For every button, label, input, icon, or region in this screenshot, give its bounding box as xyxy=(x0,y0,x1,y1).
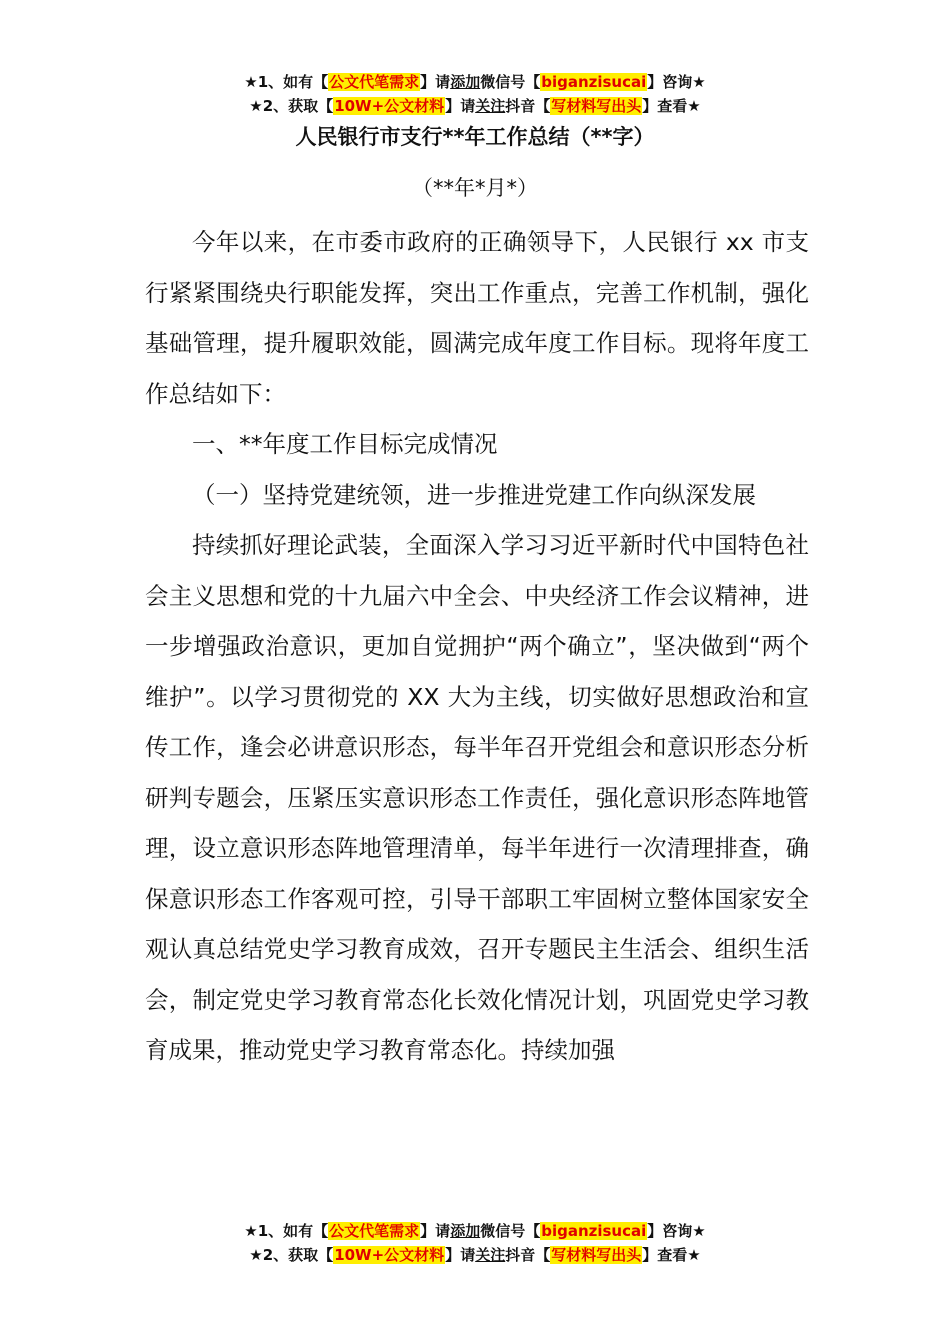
banner-text: 抖音【 xyxy=(505,1246,551,1264)
underlined-text: 关注 xyxy=(475,97,506,115)
banner-text: ★2、获取【 xyxy=(249,97,334,115)
banner-text: 】请 xyxy=(445,1246,476,1264)
highlight-douyin-account: 写材料写出头 xyxy=(551,97,642,115)
highlight-douyin-account: 写材料写出头 xyxy=(551,1246,642,1264)
body-paragraph: 持续抓好理论武装，全面深入学习习近平新时代中国特色社会主义思想和党的十九届六中全会、中央经济工作会议精神，进一步增强政治意识，更加自觉拥护“两个确立”，坚决做到“两个维护”。以学习贯彻党的 XX 大为主线，切实做好思想政治和宣传工作，逢会必讲意识形态，每半年召开党组会和意识形态分析研判专题会，压紧压实意识形态工作责任，强化意识形态阵地管理，设立意识形态阵地管理清单，每半年进行一次清理排查，确保意识形态工作客观可控，引导干部职工牢固树立整体国家安全观认真总结党史学习教育成效，召开专题民主生活会、组织生活会，制定党史学习教育常态化长效化情况计划，巩固党史学习教育成果，推动党史学习教育常态化。持续加强 xyxy=(145,531,809,1064)
banner-line-2 xyxy=(0,94,950,118)
banner-text: 微信号【 xyxy=(480,1222,541,1240)
highlight-service: 公文代笔需求 xyxy=(329,73,420,91)
banner-text: 】请 xyxy=(420,1222,451,1240)
intro-paragraph: 今年以来，在市委市政府的正确领导下，人民银行 xx 市支行紧紧围绕央行职能发挥，突出工作重点，完善工作机制，强化基础管理，提升履职效能，圆满完成年度工作目标。现将年度工作总结如下： xyxy=(145,228,809,408)
highlight-wechat-id: biganzisucai xyxy=(541,1222,647,1240)
banner-text: ★1、如有【 xyxy=(244,73,329,91)
highlight-materials: 10W+公文材料 xyxy=(334,1246,445,1264)
highlight-materials: 10W+公文材料 xyxy=(334,97,445,115)
banner-line-1 xyxy=(0,1219,950,1243)
banner-text: 抖音【 xyxy=(505,97,551,115)
banner-text: 】咨询★ xyxy=(647,73,706,91)
subsection-heading: （一）坚持党建统领，进一步推进党建工作向纵深发展 xyxy=(192,480,756,509)
highlight-wechat-id: biganzisucai xyxy=(541,73,647,91)
banner-line-1 xyxy=(0,70,950,94)
document-body xyxy=(145,217,809,1076)
banner-text: 微信号【 xyxy=(480,73,541,91)
underlined-text: 关注 xyxy=(475,1246,506,1264)
underlined-text: 添加 xyxy=(450,73,481,91)
banner-text: 】查看★ xyxy=(642,1246,701,1264)
banner-line-2 xyxy=(0,1243,950,1267)
banner-text: 】查看★ xyxy=(642,97,701,115)
banner-text: ★1、如有【 xyxy=(244,1222,329,1240)
underlined-text: 添加 xyxy=(450,1222,481,1240)
highlight-service: 公文代笔需求 xyxy=(329,1222,420,1240)
banner-text: 】咨询★ xyxy=(647,1222,706,1240)
banner-text: 】请 xyxy=(445,97,476,115)
banner-text: ★2、获取【 xyxy=(249,1246,334,1264)
document-date: （**年*月*） xyxy=(412,176,538,200)
document-title: 人民银行市支行**年工作总结（**字） xyxy=(295,125,655,149)
section-heading: 一、**年度工作目标完成情况 xyxy=(192,430,498,458)
banner-text: 】请 xyxy=(420,73,451,91)
header-banner xyxy=(0,70,950,118)
footer-banner xyxy=(0,1219,950,1267)
